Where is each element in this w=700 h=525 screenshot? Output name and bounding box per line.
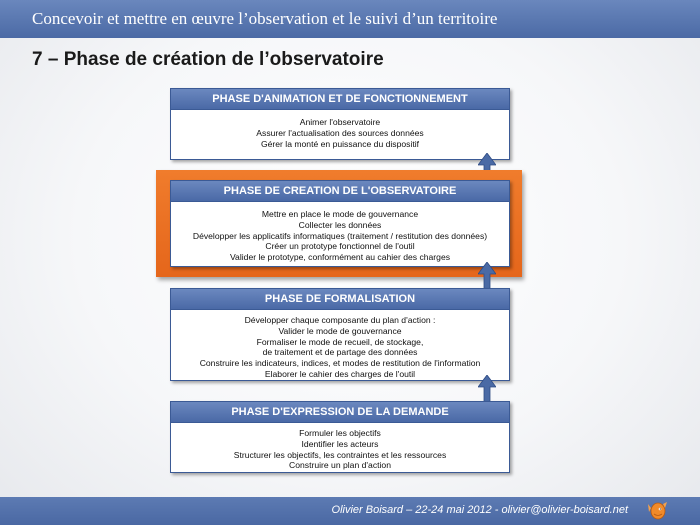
phase-title: PHASE DE CREATION DE L'OBSERVATOIRE	[171, 181, 509, 202]
phase-line: Valider le prototype, conformément au cahier des charges	[229, 252, 451, 263]
phase-line: Animer l'observatoire	[299, 117, 381, 127]
phase-body	[171, 423, 509, 471]
slide-header-bar	[0, 0, 700, 38]
phase-line: Construire les indicateurs, indices, et modes de restitution de l'information	[199, 358, 481, 369]
phase-line: Elaborer le cahier des charges de l'outil	[264, 368, 416, 379]
phase-box-animation	[170, 88, 510, 160]
phase-line: Gérer la monté en puissance du dispositif	[260, 138, 420, 149]
phase-line: Structurer les objectifs, les contraintes et les ressources	[233, 449, 447, 460]
phase-line: Développer chaque composante du plan d'action :	[244, 315, 436, 325]
phase-line: Valider le mode de gouvernance	[278, 325, 402, 336]
slide-footer-bar	[0, 497, 700, 525]
phase-box-formalisation	[170, 288, 510, 381]
phase-title: PHASE D'EXPRESSION DE LA DEMANDE	[171, 402, 509, 423]
footer-credit: Olivier Boisard – 22-24 mai 2012 - olivier@olivier-boisard.net	[331, 504, 628, 516]
phase-line: Assurer l'actualisation des sources données	[256, 127, 424, 138]
phase-line: Créer un prototype fonctionnel de l'outil	[265, 241, 415, 252]
phase-line: Formaliser le mode de recueil, de stockage,	[256, 336, 424, 347]
phase-line: de traitement et de partage des données	[262, 347, 418, 358]
phase-line: Identifier les acteurs	[301, 438, 379, 449]
phase-body	[171, 310, 509, 380]
phase-title: PHASE DE FORMALISATION	[171, 289, 509, 310]
phase-box-creation	[170, 180, 510, 267]
slide-title: Concevoir et mettre en œuvre l’observation et le suivi d’un territoire	[32, 9, 498, 28]
phase-title: PHASE D'ANIMATION ET DE FONCTIONNEMENT	[171, 89, 509, 110]
phase-body	[171, 110, 509, 149]
phase-line: Développer les applicatifs informatiques (traitement / restitution des données)	[192, 230, 488, 241]
section-heading: 7 – Phase de création de l’observatoire	[32, 49, 384, 70]
phase-line: Collecter les données	[298, 219, 382, 230]
phase-body	[171, 202, 509, 263]
phase-box-expression	[170, 401, 510, 473]
fish-logo-icon	[648, 500, 668, 522]
phase-line: Formuler les objectifs	[299, 428, 381, 438]
phase-line: Construire un plan d'action	[289, 460, 391, 471]
phase-line: Mettre en place le mode de gouvernance	[261, 209, 419, 219]
